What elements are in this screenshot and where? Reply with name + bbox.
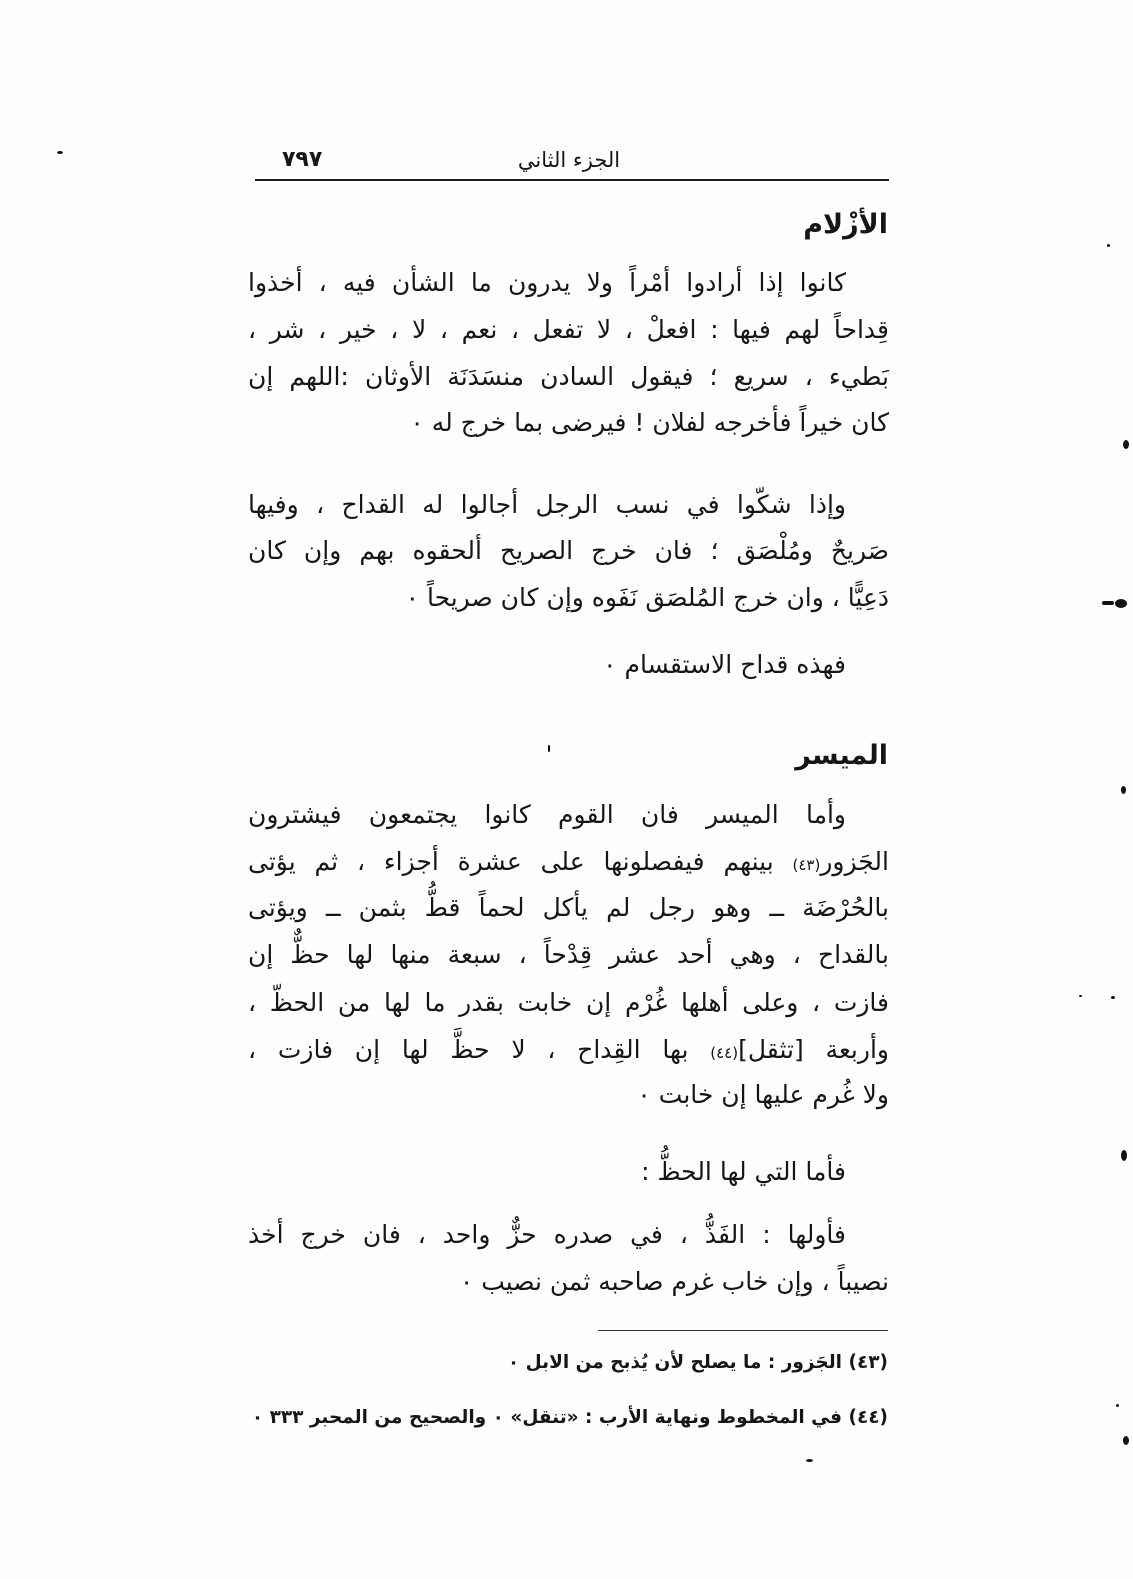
paragraph	[248, 482, 889, 621]
line-segment: وأربعة [تثقل]	[738, 1035, 889, 1064]
text-line	[248, 839, 889, 885]
text-line: قِداحاً لهم فيها : افعلْ ، لا تفعل ، نعم ، لا ، خير ، شر ،	[248, 315, 889, 344]
scan-speck	[1102, 601, 1114, 605]
scan-speck	[1115, 599, 1127, 608]
running-title: الجزء الثاني	[517, 148, 621, 172]
footnotes	[240, 1322, 889, 1442]
text-line: صَريحٌ ومُلْصَق ؛ فان خرج الصريح ألحقوه بهم وإن كان	[248, 536, 889, 565]
scan-speck	[1116, 1404, 1119, 1407]
running-header	[250, 140, 890, 184]
scan-speck	[548, 745, 550, 752]
text-line: كان خيراً فأخرجه لفلان ! فيرضى بما خرج له ٠	[410, 408, 889, 437]
scan-speck	[1111, 996, 1115, 999]
paragraph	[248, 1212, 889, 1305]
scan-speck	[57, 151, 63, 154]
paragraph	[248, 792, 889, 1118]
paragraph	[248, 260, 889, 446]
text-line: فازت ، وعلى أهلها غُرْم إن خابت بقدر ما لها من الحظّ ،	[248, 988, 889, 1017]
line-segment: بينهم فيفصلونها على عشرة أجزاء ، ثم يؤتى	[248, 847, 774, 876]
text-line: كانوا إذا أرادوا أمْراً ولا يدرون ما الشأن فيه ، أخذوا	[248, 268, 846, 297]
footnote-reference: (٤٣)	[792, 856, 821, 874]
footnote-text: في المخطوط ونهاية الأرب : «تنقل» ٠ والصحيح من المحبر ٣٣٣ ٠	[251, 1407, 843, 1428]
scan-speck	[1123, 440, 1129, 449]
text-line: فهذه قداح الاستقسام ٠	[603, 650, 846, 679]
line-segment: بها القِداح ، لا حظَّ لها إن فازت ،	[248, 1035, 689, 1064]
section-maysir	[248, 730, 889, 1305]
text-line: فأما التي لها الحظُّ :	[641, 1157, 846, 1186]
footnote-marker: (٤٣)	[848, 1352, 888, 1373]
page-number: ٧٩٧	[282, 147, 323, 172]
header-rule	[255, 179, 889, 181]
line-segment: الجَزور	[820, 847, 889, 876]
scan-speck	[1079, 995, 1082, 997]
section-azlam	[248, 200, 889, 688]
section-heading: الميسر	[795, 740, 888, 771]
footnote	[240, 1347, 888, 1379]
scan-speck	[1107, 244, 1110, 247]
scan-speck	[1121, 1150, 1127, 1161]
section-heading: الأزْلام	[803, 209, 888, 240]
text-line: نصيباً ، وإن خاب غرم صاحبه ثمن نصيب ٠	[459, 1267, 889, 1296]
text-line: بالقداح ، وهي أحد عشر قِدْحاً ، سبعة منها لها حظٌّ إن	[248, 940, 889, 969]
text-line: دَعِيًّا ، وان خرج المُلصَق نَفَوه وإن كان صريحاً ٠	[405, 583, 889, 612]
footnote-reference: (٤٤)	[710, 1044, 739, 1062]
text-line: بَطيء ، سريع ؛ فيقول السادن منسَدَنَة الأوثان :اللهم إن	[248, 362, 889, 391]
text-line: بالحُرْضَة ــ وهو رجل لم يأكل لحماً قطُّ بثمن ــ ويؤتى	[248, 893, 889, 922]
footnote-marker: (٤٤)	[848, 1407, 888, 1428]
scan-speck	[806, 1459, 813, 1462]
paragraph	[248, 642, 889, 688]
footnote-text: الجَزور : ما يصلح لأن يُذبح من الابل ٠	[507, 1352, 843, 1373]
text-line: وأما الميسر فان القوم كانوا يجتمعون فيشترون	[248, 800, 846, 829]
footnote-rule	[598, 1330, 888, 1331]
text-line: ولا غُرم عليها إن خابت ٠	[637, 1080, 889, 1109]
text-line: فأولها : الفَذُّ ، في صدره حزٌّ واحد ، فان خرج أخذ	[248, 1220, 846, 1249]
text-line: وإذا شكّوا في نسب الرجل أجالوا له القداح ، وفيها	[248, 490, 846, 519]
scan-speck	[1123, 1436, 1129, 1445]
footnote	[240, 1402, 888, 1434]
scan-speck	[1121, 786, 1126, 794]
paragraph	[248, 1149, 889, 1195]
text-line	[248, 1027, 889, 1073]
